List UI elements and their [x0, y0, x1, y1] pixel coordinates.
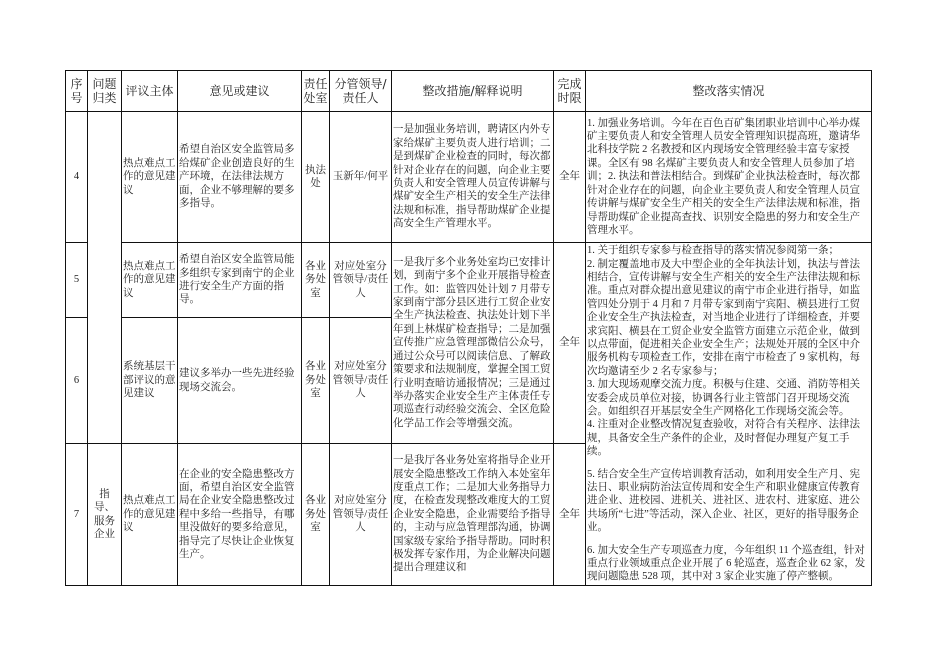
row-deadline: 全年	[554, 444, 586, 586]
header-row	[66, 71, 872, 112]
rectification-table	[65, 70, 872, 586]
row-leader: 对应处室分管领导/责任人	[330, 318, 392, 444]
result-item: 2. 制定覆盖地市及大中型企业的全年执法计划，执法与普法相结合，宣传讲解与安全生产相关的安全生产法律法规和标准。重点对群众提出意见建议的南宁市企业进行指导，如监管四处分别于 4 月和 7 月带专家到南宁宾阳、横县进行工贸企业安全生产执法检查，对当地企业进行了详细检查，并要求宾阳、横县在工贸企业安全监管方面建立示范企业，做到以点带面，促进相关企业安全生产；法规处开展的全区中介服务机构专项检查工作，安排在南宁市检查了 9 家机构，每次均邀请至少 2 名专家参与；	[587, 258, 860, 377]
header-result: 整改落实情况	[586, 71, 872, 112]
header-department: 责任处室	[302, 71, 330, 112]
row-subject: 热点难点工作的意见建议	[122, 112, 178, 243]
result-item: 6. 加大安全生产专项巡查力度，今年组织 11 个巡查组，针对重点行业领域重点企业开展了 6 轮巡查，巡查企业 62 家，发现问题隐患 528 项，其中对 3 家企业实施了停产整顿。	[587, 544, 866, 583]
row-no: 6	[66, 318, 88, 444]
row-no: 7	[66, 444, 88, 586]
row-department: 执法处	[302, 112, 330, 243]
header-no: 序号	[66, 71, 88, 112]
row-measures: 一是我厅各业务处室将指导企业开展安全隐患整改工作纳入本处室年度重点工作；二是加大业务指导力度，在检查发现整改难度大的工贸企业安全隐患，企业需要给予指导的，主动与应急管理部沟通，协调国家级专家给予指导帮助。同时积极发挥专家作用，为企业解决问题提出合理建议和	[392, 444, 554, 586]
header-leader: 分管领导/责任人	[330, 71, 392, 112]
result-item: 1. 关于组织专家参与检查指导的落实情况参阅第一条；	[587, 245, 839, 257]
row-suggestion: 建议多举办一些先进经验现场交流会。	[178, 318, 302, 444]
row-no: 5	[66, 243, 88, 318]
row-leader: 对应处室分管领导/责任人	[330, 243, 392, 318]
row-suggestion: 希望自治区安全监管局能多组织专家到南宁的企业进行安全生产方面的指导。	[178, 243, 302, 318]
row-deadline: 全年	[554, 112, 586, 243]
row-leader: 玉新年/何平	[330, 112, 392, 243]
table-row	[66, 112, 872, 243]
row-category: 指导、服务企业	[88, 444, 122, 586]
result-item: 4. 注重对企业整改情况复查验收，对符合有关程序、法律法规，具备安全生产条件的企业，及时督促办理复产复工手续。	[587, 419, 860, 458]
row-no: 4	[66, 112, 88, 243]
header-deadline: 完成时限	[554, 71, 586, 112]
row-subject: 系统基层干部评议的意见建议	[122, 318, 178, 444]
row-result: 1. 加强业务培训。今年在百色百矿集团职业培训中心举办煤矿主要负责人和安全管理人员安全管理知识提高班，邀请华北科技学院 2 名教授和区内现场安全管理经验丰富专家授课。全区有 98 名煤矿主要负责人和安全管理人员参加了培训；2. 执法和普法相结合。到煤矿企业执法检查时，每次都针对企业存在的问题，向企业主要负责人和安全管理人员宣传讲解与煤矿安全生产相关的安全生产法律法规和标准，指导帮助煤矿企业提高查找、识别安全隐患的努力和安全生产管理水平。	[586, 112, 872, 243]
row-measures: 一是我厅多个业务处室均已安排计划，到南宁多个企业开展指导检查工作。如：监管四处计划 7 月带专家到南宁部分县区进行工贸企业安全生产执法检查、执法处计划下半年到上林煤矿检查指导；二是加强宣传推广应急管理部微信公众号，通过公众号可以阅读信息、了解政策要求和法规制度，掌握全国工贸行业明查暗访通报情况；三是通过举办落实企业安全生产主体责任专项巡查行动经验交流会、全区危险化学品工作会等增强交流。	[392, 243, 554, 444]
row-deadline: 全年	[554, 243, 586, 444]
header-suggestion: 意见或建议	[178, 71, 302, 112]
row-department: 各业务处室	[302, 444, 330, 586]
header-subject: 评议主体	[122, 71, 178, 112]
row-suggestion: 希望自治区安全监管局多给煤矿企业创造良好的生产环境，在法律法规方面，企业不够理解的要多多指导。	[178, 112, 302, 243]
row-subject: 热点难点工作的意见建议	[122, 444, 178, 586]
row-suggestion: 在企业的安全隐患整改方面，希望自治区安全监管局在企业安全隐患整改过程中多给一些指导，有哪里没做好的要多给意见，指导完了尽快让企业恢复生产。	[178, 444, 302, 586]
header-measures: 整改措施/解释说明	[392, 71, 554, 112]
header-category: 问题归类	[88, 71, 122, 112]
result-item: 5. 结合安全生产宣传培训教育活动，如利用安全生产月、宪法日、职业病防治法宣传周和安全生产和职业健康宣传教育进企业、进校园、进机关、进社区、进农村、进家庭、进公共场所“七进”等活动，深入企业、社区，更好的指导服务企业。	[587, 468, 860, 534]
result-item: 3. 加大现场观摩交流力度。积极与住建、交通、消防等相关安委会成员单位对接，协调各行业主管部门召开现场交流会。如组织召开基层安全生产网格化工作现场交流会等。	[587, 379, 860, 417]
row-subject: 热点难点工作的意见建议	[122, 243, 178, 318]
row-department: 各业务处室	[302, 243, 330, 318]
row-leader: 对应处室分管领导/责任人	[330, 444, 392, 586]
row-category	[88, 112, 122, 444]
row-department: 各业务处室	[302, 318, 330, 444]
row-measures: 一是加强业务培训，聘请区内外专家给煤矿主要负责人进行培训；二是到煤矿企业检查的同时，每次都针对企业存在的问题，向企业主要负责人和安全管理人员宣传讲解与煤矿安全生产相关的安全生产法律法规和标准，指导帮助煤矿企业提高安全生产管理水平。	[392, 112, 554, 243]
row-result	[586, 243, 872, 586]
table-row	[66, 243, 872, 318]
